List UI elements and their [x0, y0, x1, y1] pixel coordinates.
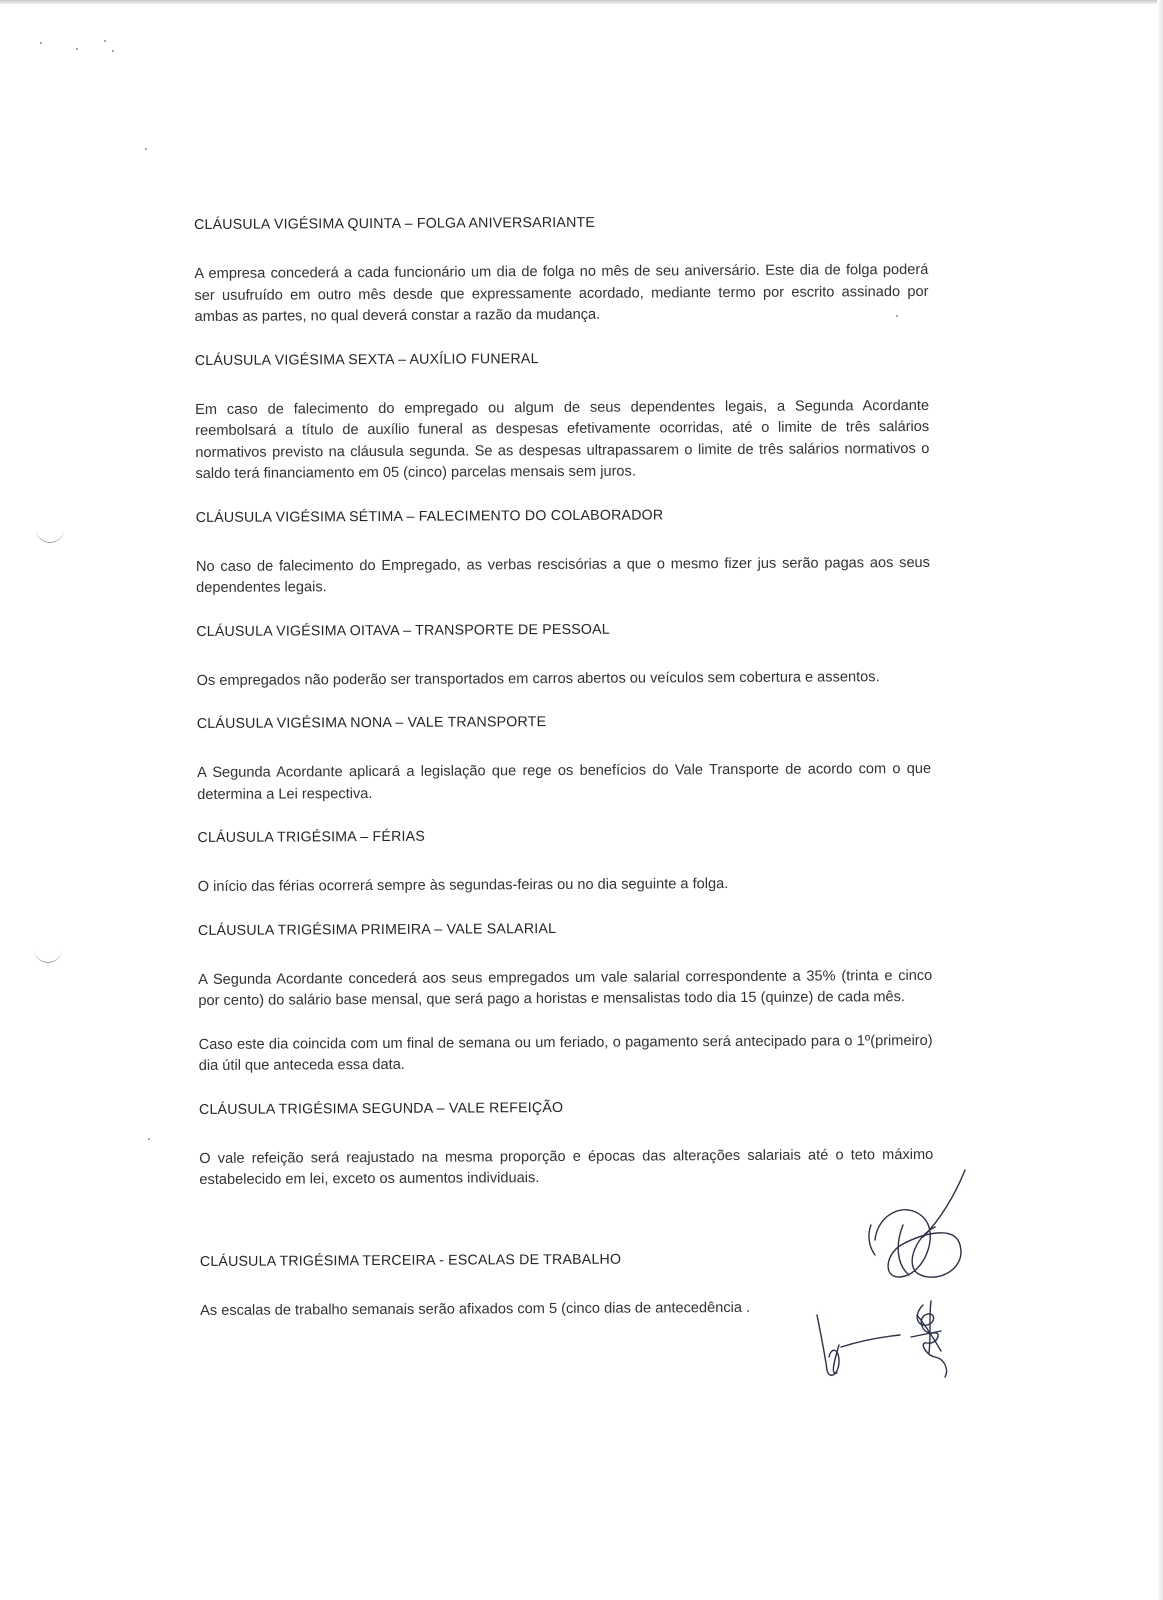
clause-paragraph: A Segunda Acordante aplicará a legislação que rege os benefícios do Vale Transporte de acordo com o que determina a Lei respectiva.	[197, 760, 932, 803]
signature-stroke	[875, 1210, 961, 1277]
scan-speck	[40, 42, 42, 44]
scan-speck	[76, 48, 78, 50]
punch-hole-mark	[36, 528, 64, 543]
clause-heading: CLÁUSULA VIGÉSIMA SEXTA – AUXÍLIO FUNERAL	[194, 350, 539, 369]
clause-heading: CLÁUSULA TRIGÉSIMA – FÉRIAS	[197, 828, 426, 846]
clause-heading: CLÁUSULA TRIGÉSIMA TERCEIRA - ESCALAS DE TRABALHO	[199, 1251, 622, 1270]
signature-stroke	[917, 1305, 946, 1377]
scan-speck	[104, 40, 106, 42]
signature-stroke	[898, 1225, 909, 1275]
clause-paragraph: As escalas de trabalho semanais serão afixados com 5 (cinco dias de antecedência .	[200, 1299, 751, 1319]
clause-30	[197, 824, 931, 899]
clause-27	[196, 503, 931, 599]
signature-stroke	[929, 1301, 931, 1353]
clause-26	[195, 346, 930, 485]
punch-hole-mark	[34, 948, 62, 963]
clause-paragraph: A empresa concederá a cada funcionário um dia de folga no mês de seu aniversário. Este dia de folga poderá ser usufruído em outro mês desde que expressamente acordado, mediante termo por escrito assinado por ambas as partes, no qual deverá constar a razão da mudança.	[194, 261, 929, 325]
clause-heading: CLÁUSULA TRIGÉSIMA SEGUNDA – VALE REFEIÇÃO	[198, 1099, 564, 1118]
clause-31	[198, 916, 933, 1077]
handwritten-signatures	[805, 1165, 995, 1395]
clause-28	[196, 617, 930, 692]
scan-right-edge	[1157, 0, 1163, 1600]
clause-paragraph: Caso este dia coincida com um final de semana ou um feriado, o pagamento será antecipado para o 1º(primeiro) dia útil que anteceda essa data.	[198, 1032, 933, 1074]
clause-heading: CLÁUSULA VIGÉSIMA NONA – VALE TRANSPORTE	[196, 714, 547, 732]
clause-25	[194, 211, 929, 329]
clause-heading: CLÁUSULA TRIGÉSIMA PRIMEIRA – VALE SALARIAL	[197, 920, 557, 939]
clause-paragraph: No caso de falecimento do Empregado, as verbas rescisórias a que o mesmo fizer jus serão pagas aos seus dependentes legais.	[195, 554, 930, 596]
scan-speck	[145, 148, 147, 150]
scan-speck	[112, 50, 114, 52]
clause-paragraph: A Segunda Acordante concederá aos seus empregados um vale salarial correspondente a 35% (trinta e cinco por cento) do salário base mensal, que será pago a horistas e mensalistas todo dia 15 (quinze) de cada mês.	[198, 967, 933, 1009]
scan-top-edge	[0, 0, 1163, 4]
scan-speck	[148, 1138, 150, 1140]
clause-heading: CLÁUSULA VIGÉSIMA QUINTA – FOLGA ANIVERSARIANTE	[194, 214, 596, 233]
clause-paragraph: O vale refeição será reajustado na mesma proporção e épocas das alterações salariais até o teto máximo estabelecido em lei, exceto os aumentos individuais.	[199, 1146, 934, 1188]
signature-ink	[817, 1170, 965, 1377]
clause-paragraph: Os empregados não poderão ser transportados em carros abertos ou veículos sem cobertura e assentos.	[196, 668, 880, 689]
clause-paragraph: O início das férias ocorrerá sempre às segundas-feiras ou no dia seguinte a folga.	[197, 876, 729, 895]
clause-29	[197, 710, 932, 806]
signature-stroke	[869, 1225, 875, 1255]
signatures-area	[805, 1165, 995, 1395]
signature-stroke	[841, 1335, 900, 1347]
clause-paragraph: Em caso de falecimento do empregado ou algum de seus dependentes legais, a Segunda Acordante reembolsará a título de auxílio funeral as despesas efetivamente ocorridas, até o limite de três salários normativos previsto na cláusula segunda. Se as despesas ultrapassarem o limite de três salários normativos o saldo terá financiamento em 05 (cinco) parcelas mensais sem juros.	[195, 397, 930, 482]
clause-heading: CLÁUSULA VIGÉSIMA OITAVA – TRANSPORTE DE PESSOAL	[196, 621, 610, 640]
signature-stroke	[817, 1315, 839, 1375]
clause-heading: CLÁUSULA VIGÉSIMA SÉTIMA – FALECIMENTO DO COLABORADOR	[195, 506, 664, 526]
